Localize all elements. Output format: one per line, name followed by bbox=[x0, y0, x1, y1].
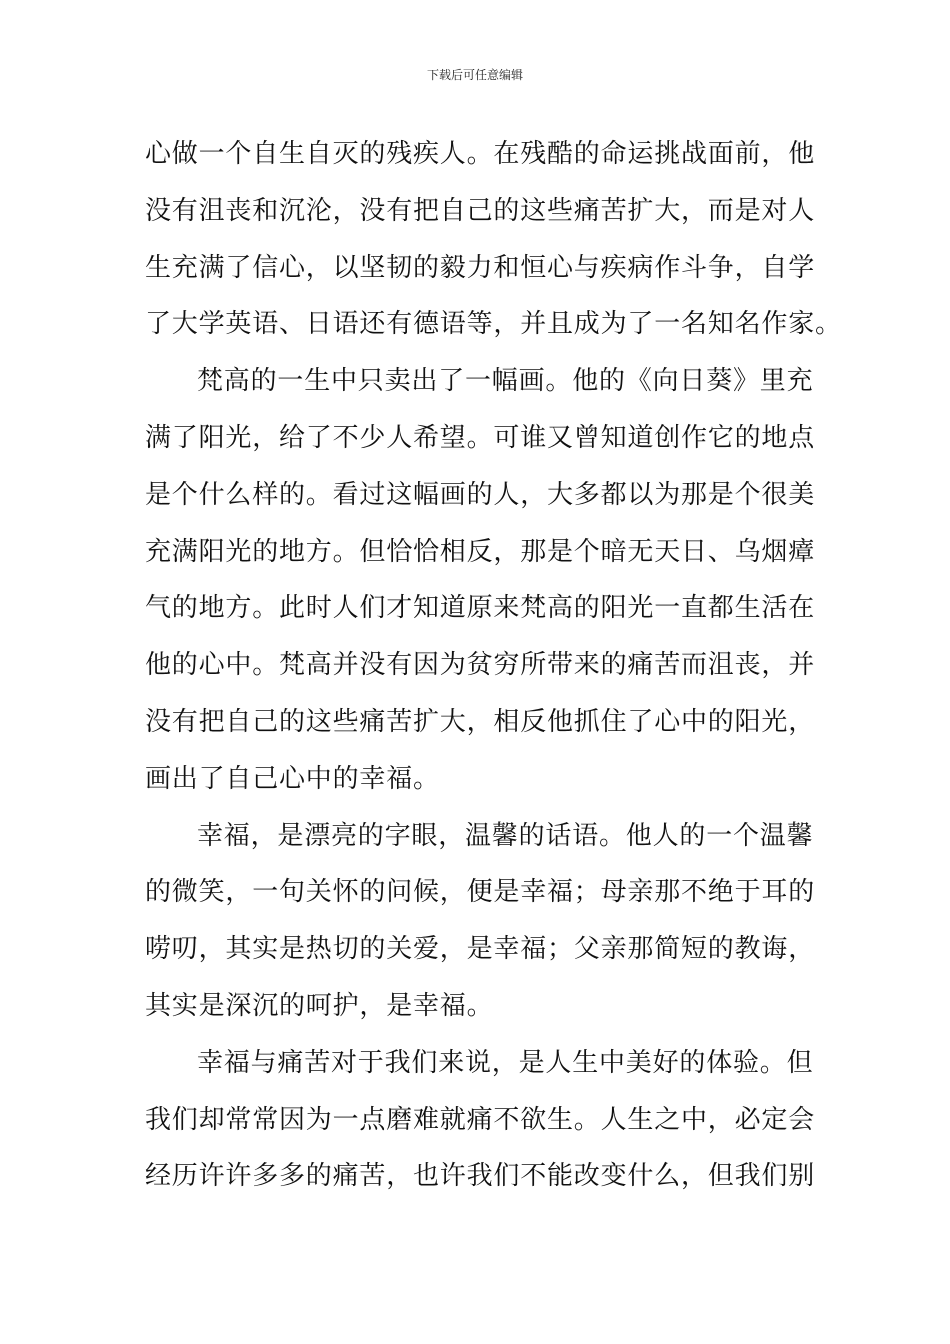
text-line: 满了阳光，给了不少人希望。可谁又曾知道创作它的地点 bbox=[145, 422, 816, 453]
text-line: 我们却常常因为一点磨难就痛不欲生。人生之中，必定会 bbox=[145, 1104, 816, 1135]
text-line: 其实是深沉的呵护，是幸福。 bbox=[145, 990, 494, 1021]
text-line: 充满阳光的地方。但恰恰相反，那是个暗无天日、乌烟瘴 bbox=[145, 536, 816, 567]
text-line: 幸福，是漂亮的字眼，温馨的话语。他人的一个温馨 bbox=[197, 820, 814, 851]
text-line: 幸福与痛苦对于我们来说，是人生中美好的体验。但 bbox=[197, 1047, 814, 1078]
text-line: 气的地方。此时人们才知道原来梵高的阳光一直都生活在 bbox=[145, 593, 816, 624]
text-line: 的微笑，一句关怀的问候，便是幸福；母亲那不绝于耳的 bbox=[145, 877, 816, 908]
page-header: 下载后可任意编辑 bbox=[426, 68, 523, 82]
text-line: 生充满了信心，以坚韧的毅力和恒心与疾病作斗争，自学 bbox=[145, 252, 816, 283]
text-line: 没有把自己的这些痛苦扩大，相反他抓住了心中的阳光， bbox=[145, 706, 816, 737]
text-line: 了大学英语、日语还有德语等，并且成为了一名知名作家。 bbox=[145, 309, 842, 340]
text-line: 画出了自己心中的幸福。 bbox=[145, 763, 440, 794]
text-line: 唠叨，其实是热切的关爱，是幸福；父亲那简短的教诲， bbox=[145, 934, 816, 965]
text-line: 梵高的一生中只卖出了一幅画。他的《向日葵》里充 bbox=[197, 366, 814, 397]
text-line: 心做一个自生自灭的残疾人。在残酷的命运挑战面前，他 bbox=[145, 139, 816, 169]
text-line: 他的心中。梵高并没有因为贫穷所带来的痛苦而沮丧，并 bbox=[145, 650, 816, 681]
document-body bbox=[145, 126, 842, 1205]
text-line: 没有沮丧和沉沦，没有把自己的这些痛苦扩大，而是对人 bbox=[145, 195, 816, 226]
text-line: 是个什么样的。看过这幅画的人，大多都以为那是个很美 bbox=[145, 479, 816, 510]
text-line: 经历许许多多的痛苦，也许我们不能改变什么，但我们别 bbox=[145, 1161, 816, 1192]
